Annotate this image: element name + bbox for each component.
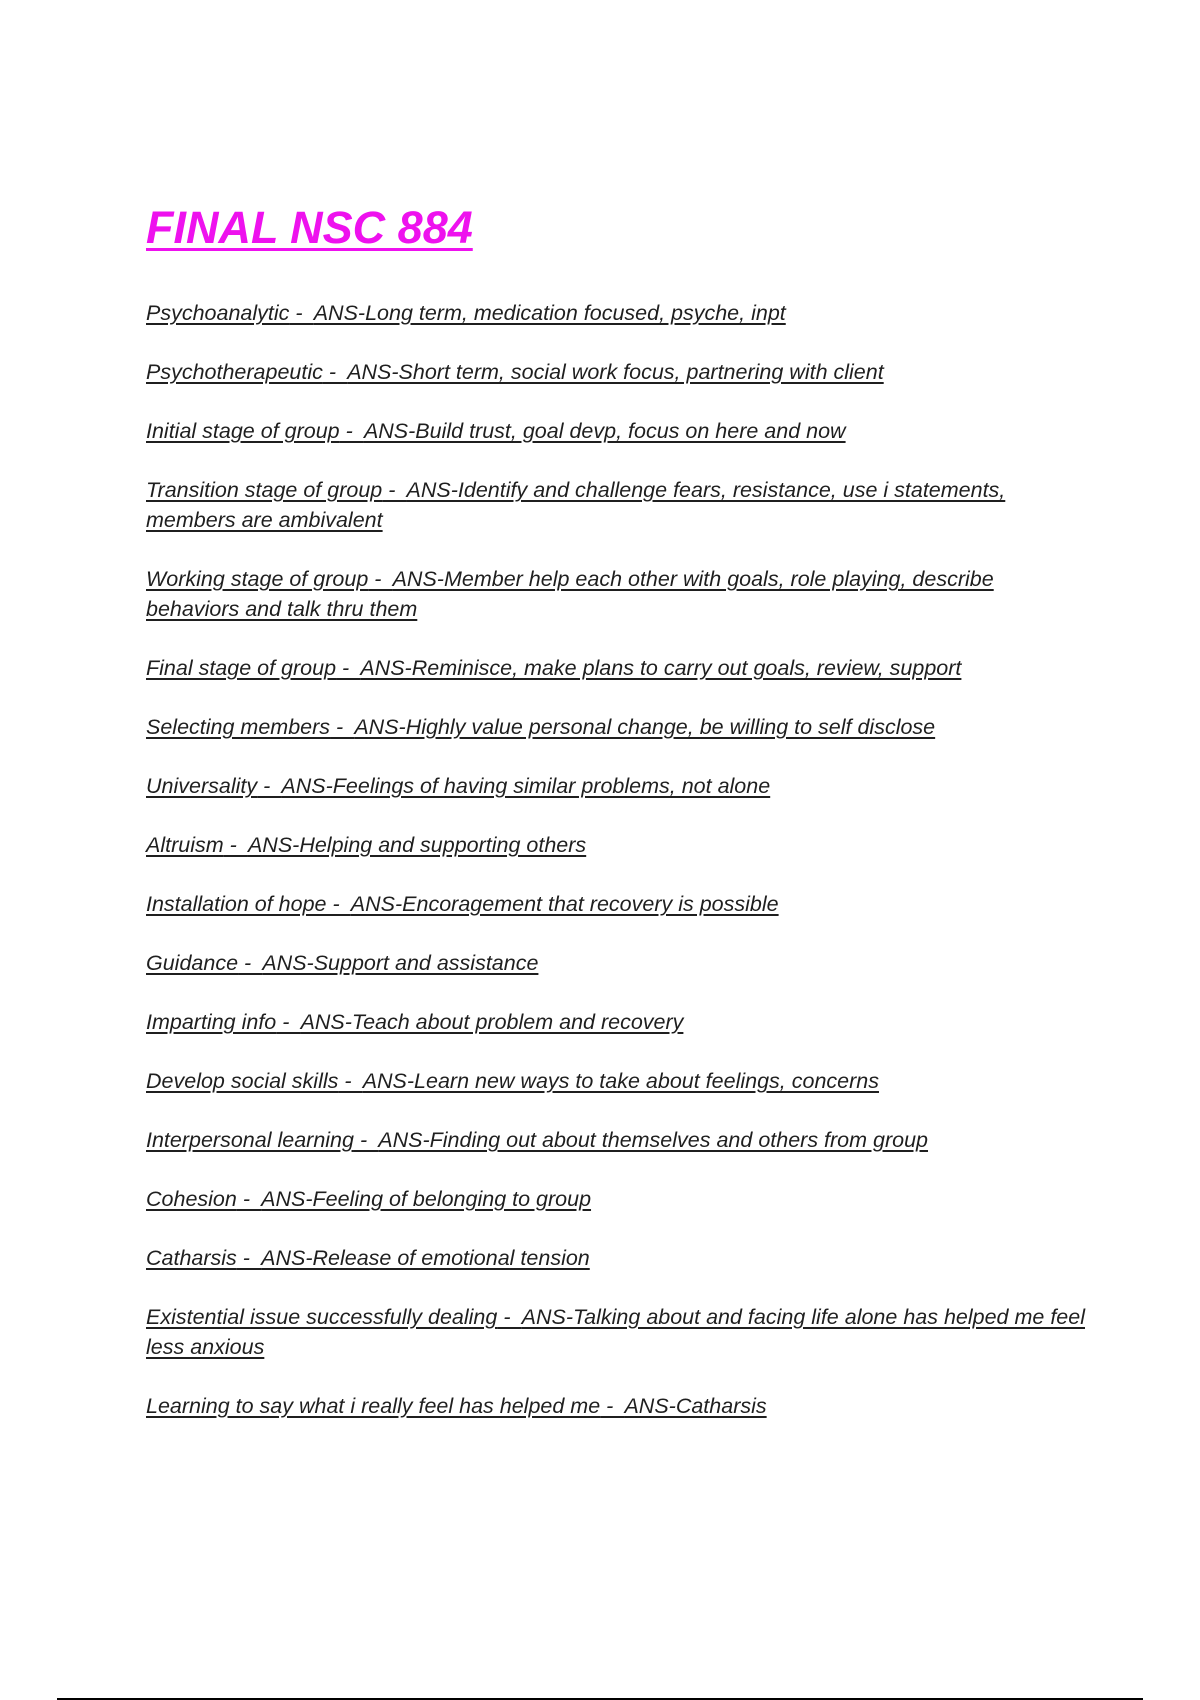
entry-answer: ANS-Identify and challenge fears, resistance, use i statements, members are ambivalent <box>146 478 1006 532</box>
entry-term: Psychotherapeutic <box>146 360 323 384</box>
entry-term: Psychoanalytic <box>146 301 290 325</box>
entry-term: Guidance <box>146 951 239 975</box>
entry-answer: ANS-Reminisce, make plans to carry out goals, review, support <box>360 656 962 680</box>
entry-answer: ANS-Member help each other with goals, role playing, describe behaviors and talk thru them <box>146 567 994 621</box>
page-title: FINAL NSC 884 <box>146 202 473 253</box>
entry-term: Selecting members <box>146 715 331 739</box>
entry-term: Interpersonal learning <box>146 1128 354 1152</box>
entry-term: Existential issue successfully dealing <box>146 1305 498 1329</box>
list-item: Existential issue successfully dealing - ANS-Talking about and facing life alone has helped me feel less anxious <box>146 1305 1085 1359</box>
entry-answer: ANS-Short term, social work focus, partnering with client <box>347 360 884 384</box>
entry-term: Learning to say what i really feel has helped me <box>146 1394 601 1418</box>
entry-answer: ANS-Learn new ways to take about feelings, concerns <box>362 1069 879 1093</box>
list-item: Working stage of group - ANS-Member help each other with goals, role playing, describe behaviors and talk thru them <box>146 567 994 621</box>
entry-term: Final stage of group <box>146 656 337 680</box>
list-item: Selecting members - ANS-Highly value personal change, be willing to self disclose <box>146 715 936 739</box>
entry-term: Working stage of group <box>146 567 369 591</box>
entry-term: Develop social skills <box>146 1069 339 1093</box>
entry-term: Altruism <box>146 833 224 857</box>
entry-answer: ANS-Highly value personal change, be willing to self disclose <box>354 715 936 739</box>
list-item: Universality - ANS-Feelings of having similar problems, not alone <box>146 774 771 798</box>
entry-term: Installation of hope <box>146 892 327 916</box>
list-item: Initial stage of group - ANS-Build trust, goal devp, focus on here and now <box>146 419 846 443</box>
entry-answer: ANS-Talking about and facing life alone has helped me feel less anxious <box>146 1305 1085 1359</box>
flashcard-list <box>146 298 1086 1450</box>
entry-term: Universality <box>146 774 258 798</box>
list-item: Interpersonal learning - ANS-Finding out about themselves and others from group <box>146 1128 929 1152</box>
entry-answer: ANS-Finding out about themselves and others from group <box>378 1128 929 1152</box>
list-item: Imparting info - ANS-Teach about problem and recovery <box>146 1010 684 1034</box>
entry-answer: ANS-Support and assistance <box>262 951 539 975</box>
list-item: Cohesion - ANS-Feeling of belonging to group <box>146 1187 592 1211</box>
list-item: Final stage of group - ANS-Reminisce, make plans to carry out goals, review, support <box>146 656 962 680</box>
entry-answer: ANS-Catharsis <box>624 1394 767 1418</box>
entry-term: Initial stage of group <box>146 419 340 443</box>
list-item: Transition stage of group - ANS-Identify and challenge fears, resistance, use i statements, members are ambivalent <box>146 478 1006 532</box>
entry-term: Cohesion <box>146 1187 237 1211</box>
list-item: Psychotherapeutic - ANS-Short term, social work focus, partnering with client <box>146 360 884 384</box>
entry-answer: ANS-Encoragement that recovery is possible <box>350 892 779 916</box>
entry-answer: ANS-Feeling of belonging to group <box>261 1187 592 1211</box>
entry-term: Catharsis <box>146 1246 237 1270</box>
list-item: Catharsis - ANS-Release of emotional tension <box>146 1246 590 1270</box>
list-item: Altruism - ANS-Helping and supporting others <box>146 833 587 857</box>
entry-term: Transition stage of group <box>146 478 383 502</box>
entry-answer: ANS-Release of emotional tension <box>261 1246 590 1270</box>
entry-answer: ANS-Helping and supporting others <box>247 833 587 857</box>
entry-answer: ANS-Teach about problem and recovery <box>300 1010 684 1034</box>
list-item: Psychoanalytic - ANS-Long term, medication focused, psyche, inpt <box>146 301 786 325</box>
list-item: Installation of hope - ANS-Encoragement that recovery is possible <box>146 892 779 916</box>
list-item: Guidance - ANS-Support and assistance <box>146 951 539 975</box>
entry-answer: ANS-Feelings of having similar problems, not alone <box>281 774 771 798</box>
entry-answer: ANS-Long term, medication focused, psyche, inpt <box>313 301 786 325</box>
list-item: Develop social skills - ANS-Learn new ways to take about feelings, concerns <box>146 1069 879 1093</box>
entry-term: Imparting info <box>146 1010 277 1034</box>
list-item: Learning to say what i really feel has helped me - ANS-Catharsis <box>146 1394 767 1418</box>
entry-answer: ANS-Build trust, goal devp, focus on here and now <box>363 419 846 443</box>
